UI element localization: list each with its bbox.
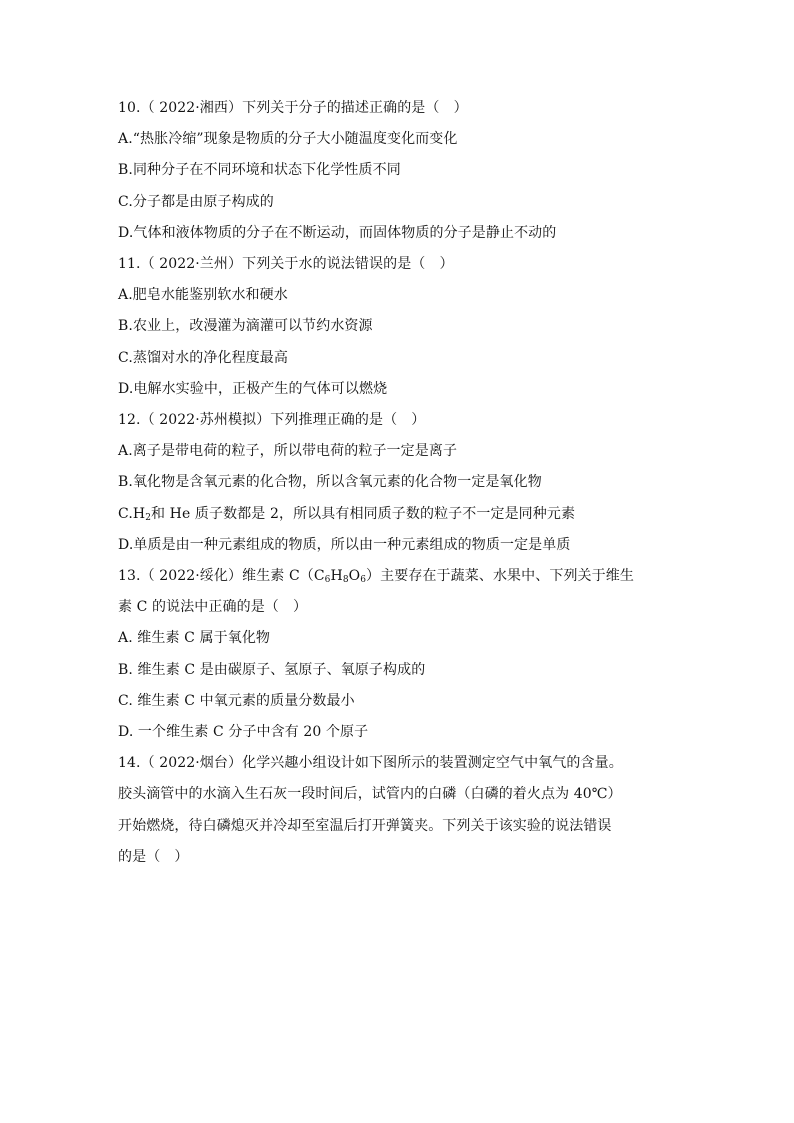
question-12-stem: 12.（ 2022·苏州模拟）下列推理正确的是（ ） <box>118 412 426 429</box>
question-11-stem: 11.（ 2022·兰州）下列关于水的说法错误的是（ ） <box>118 256 454 273</box>
question-12-option-c-suffix: 和 He 质子数都是 2，所以具有相同质子数的粒子不一定是同种元素 <box>151 505 576 522</box>
question-11-option-a: A.肥皂水能鉴别软水和硬水 <box>118 287 288 304</box>
question-10-option-d: D.气体和液体物质的分子在不断运动，而固体物质的分子是静止不动的 <box>118 224 557 241</box>
hydrogen-subscript: 8 <box>342 575 349 586</box>
question-12-option-d: D.单质是由一种元素组成的物质，所以由一种元素组成的物质一定是单质 <box>118 536 571 553</box>
question-14 <box>118 748 688 873</box>
question-13-option-d: D. 一个维生素 C 分子中含有 20 个原子 <box>118 724 369 741</box>
question-13-stem-part-2: H <box>330 568 343 585</box>
question-10-option-c: C.分子都是由原子构成的 <box>118 193 274 210</box>
oxygen-subscript: 6 <box>360 575 367 586</box>
question-12-option-c <box>118 499 688 530</box>
question-13-stem-part-3: O <box>348 568 361 585</box>
question-13-stem-part-4: ）主要存在于蔬菜、水果中、下列关于维生 <box>366 568 634 585</box>
question-13-stem-line-1 <box>118 561 688 592</box>
question-13-stem-line-2: 素 C 的说法中正确的是（ ） <box>118 599 308 616</box>
question-10-option-b: B.同种分子在不同环境和状态下化学性质不同 <box>118 162 401 179</box>
question-12-option-c-prefix: C.H <box>118 505 146 522</box>
question-14-stem-line-4: 的是（ ） <box>118 848 189 865</box>
question-13-option-b: B. 维生素 C 是由碳原子、氢原子、氧原子构成的 <box>118 661 426 678</box>
question-12 <box>118 405 688 561</box>
question-11-option-d: D.电解水实验中，正极产生的气体可以燃烧 <box>118 380 388 397</box>
question-14-stem-line-2: 胶头滴管中的水滴入生石灰一段时间后，试管内的白磷（白磷的着火点为 40℃） <box>118 786 622 803</box>
question-13 <box>118 561 688 748</box>
question-14-stem-line-3: 开始燃烧，待白磷熄灭并冷却至室温后打开弹簧夹。下列关于该实验的说法错误 <box>118 817 612 834</box>
question-11 <box>118 249 688 405</box>
question-13-stem-part-1: 13.（ 2022·绥化）维生素 C（C <box>118 568 325 585</box>
question-10-stem: 10.（ 2022·湘西）下列关于分子的描述正确的是（ ） <box>118 100 468 116</box>
carbon-subscript: 6 <box>324 575 331 586</box>
question-13-option-c: C. 维生素 C 中氧元素的质量分数最小 <box>118 692 355 709</box>
question-list <box>118 93 688 873</box>
question-10 <box>118 93 688 249</box>
question-14-stem-line-1: 14.（ 2022·烟台）化学兴趣小组设计如下图所示的装置测定空气中氧气的含量。 <box>118 755 623 772</box>
question-11-option-b: B.农业上，改漫灌为滴灌可以节约水资源 <box>118 318 373 335</box>
question-12-option-b: B.氧化物是含氧元素的化合物，所以含氧元素的化合物一定是氧化物 <box>118 474 542 491</box>
question-13-option-a: A. 维生素 C 属于氧化物 <box>118 630 271 647</box>
question-10-option-a: A.“热胀冷缩”现象是物质的分子大小随温度变化而变化 <box>118 131 458 148</box>
question-12-option-a: A.离子是带电荷的粒子，所以带电荷的粒子一定是离子 <box>118 443 458 460</box>
question-11-option-c: C.蒸馏对水的净化程度最高 <box>118 349 288 366</box>
hydrogen-subscript: 2 <box>145 512 152 523</box>
